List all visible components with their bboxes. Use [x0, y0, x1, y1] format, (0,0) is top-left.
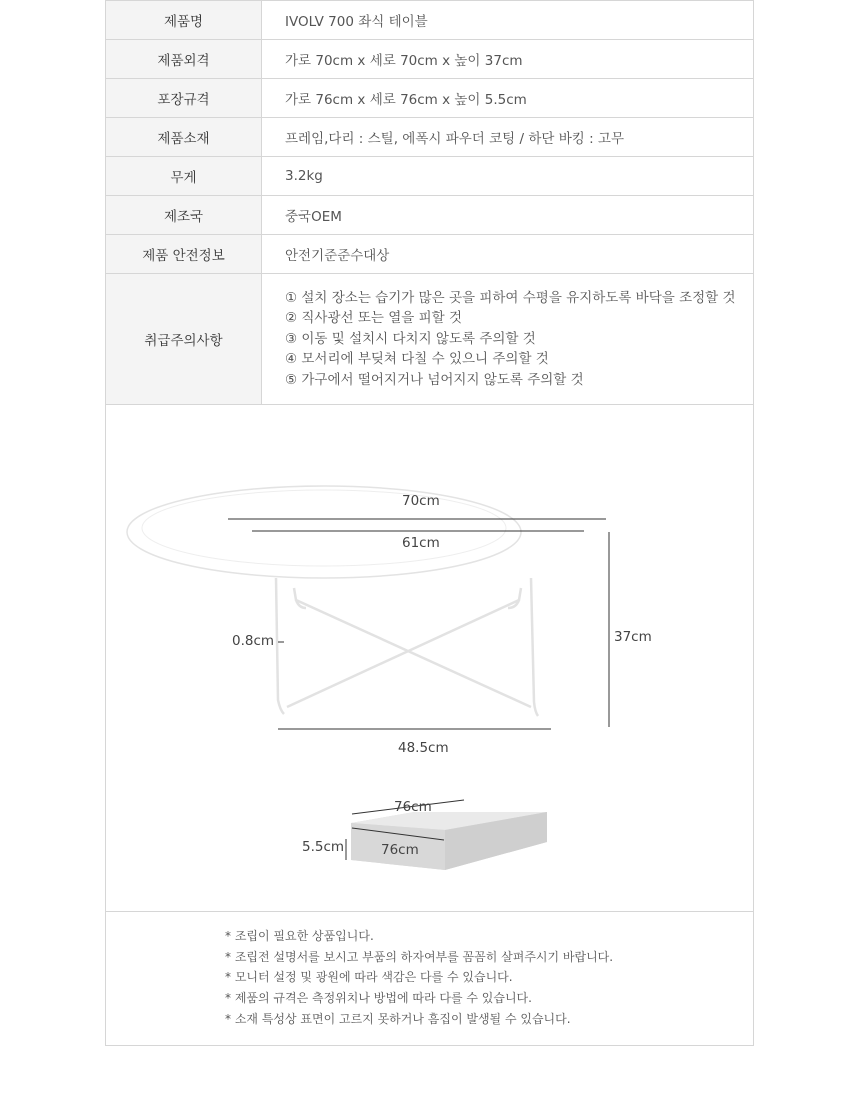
table-legs [276, 578, 538, 716]
spec-row [106, 40, 754, 79]
note-item: * 조립전 설명서를 보시고 부품의 하자여부를 꼼꼼히 살펴주시기 바랍니다. [225, 949, 614, 964]
dim-box-width: 76cm [394, 799, 432, 815]
spec-label: 제조국 [106, 196, 262, 235]
spec-value: 가로 76cm x 세로 76cm x 높이 5.5cm [262, 79, 754, 118]
spec-label: 제품외격 [106, 40, 262, 79]
spec-label: 제품소재 [106, 118, 262, 157]
dim-thickness: 0.8cm [232, 633, 275, 649]
spec-row [106, 157, 754, 196]
dimension-figure [106, 402, 753, 912]
spec-value: IVOLV 700 좌식 테이블 [262, 1, 754, 40]
caution-item: ② 직사광선 또는 열을 피할 것 [285, 310, 463, 327]
caution-item: ⑤ 가구에서 떨어지거나 넘어지지 않도록 주의할 것 [285, 371, 584, 388]
caution-label: 취급주의사항 [106, 274, 262, 405]
spec-label: 제품 안전정보 [106, 235, 262, 274]
spec-value: 중국OEM [262, 196, 754, 235]
spec-row [106, 79, 754, 118]
dim-table-width: 70cm [402, 493, 440, 509]
caution-item: ① 설치 장소는 습기가 많은 곳을 피하여 수평을 유지하도록 바닥을 조정할 것 [285, 289, 736, 306]
spec-value: 프레임,다리 : 스틸, 에폭시 파우더 코팅 / 하단 바킹 : 고무 [262, 118, 754, 157]
spec-label: 무게 [106, 157, 262, 196]
notes-footer [106, 911, 753, 1045]
table-top [127, 486, 521, 578]
spec-value: 안전기준준수대상 [262, 235, 754, 274]
caution-item: ④ 모서리에 부딪쳐 다칠 수 있으니 주의할 것 [285, 351, 549, 368]
spec-label: 포장규격 [106, 79, 262, 118]
dim-height: 37cm [614, 629, 652, 645]
spec-row [106, 196, 754, 235]
caution-list [285, 288, 752, 391]
spec-row-caution [106, 274, 754, 405]
spec-value: 가로 70cm x 세로 70cm x 높이 37cm [262, 40, 754, 79]
dim-box-height: 5.5cm [302, 839, 345, 855]
caution-value [262, 274, 754, 405]
spec-value: 3.2kg [262, 157, 754, 196]
notes-list [106, 912, 753, 1030]
dim-base-width: 48.5cm [398, 740, 449, 756]
note-item: * 소재 특성상 표면이 고르지 못하거나 흠집이 발생될 수 있습니다. [225, 1011, 571, 1026]
spec-row [106, 1, 754, 40]
dim-top-inner: 61cm [402, 535, 440, 551]
table-drawing [106, 402, 753, 912]
dim-box-depth: 76cm [381, 842, 419, 858]
spec-table [105, 0, 754, 405]
spec-row [106, 235, 754, 274]
caution-item: ③ 이동 및 설치시 다치지 않도록 주의할 것 [285, 330, 536, 347]
spec-label: 제품명 [106, 1, 262, 40]
product-info-panel [105, 0, 754, 1046]
spec-row [106, 118, 754, 157]
note-item: * 제품의 규격은 측정위치나 방법에 따라 다를 수 있습니다. [225, 991, 532, 1006]
note-item: * 모니터 설정 및 광원에 따라 색감은 다를 수 있습니다. [225, 970, 513, 985]
note-item: * 조립이 필요한 상품입니다. [225, 929, 374, 943]
package-box [351, 812, 547, 870]
